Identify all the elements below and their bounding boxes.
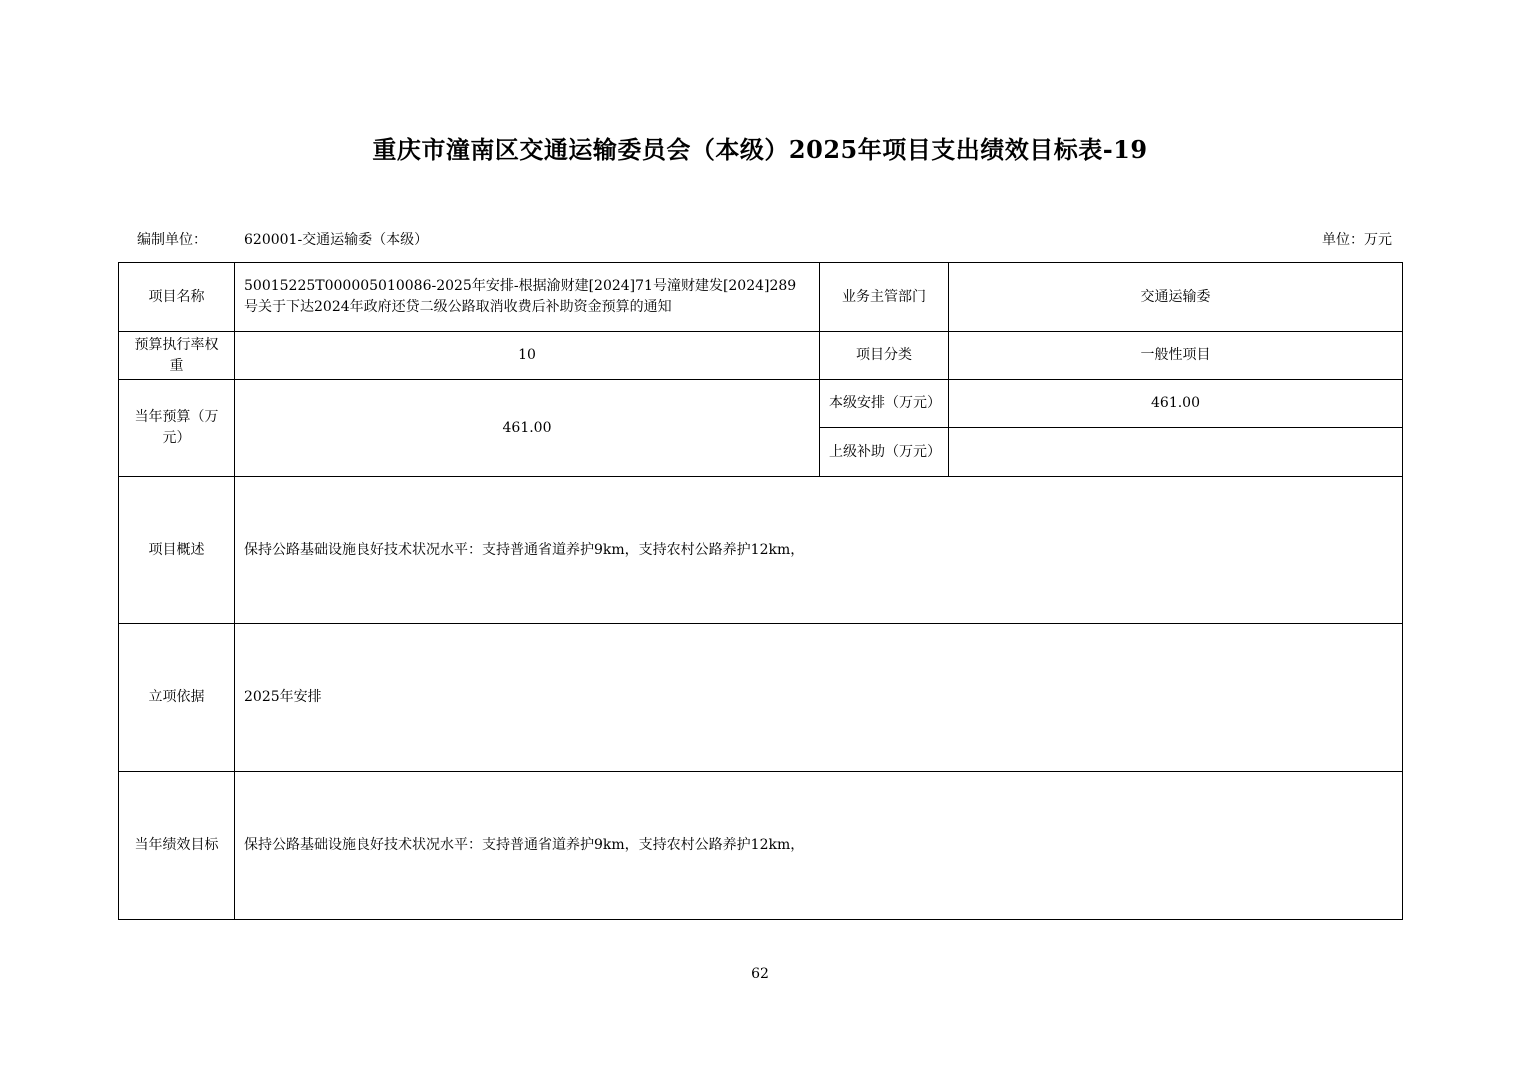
category-value: 一般性项目 [949, 332, 1403, 380]
table-row [119, 263, 1403, 332]
table-row [119, 772, 1403, 920]
local-arrangement-label: 本级安排（万元） [820, 380, 949, 428]
local-arrangement-value: 461.00 [949, 380, 1403, 428]
project-name-value: 50015225T000005010086-2025年安排-根据渝财建[2024]71号潼财建发[2024]289号关于下达2024年政府还贷二级公路取消收费后补助资金预算的通知 [235, 263, 820, 332]
table-row [119, 332, 1403, 380]
compiling-unit [137, 229, 429, 249]
annual-budget-label: 当年预算（万元） [119, 380, 235, 477]
basis-value: 2025年安排 [235, 624, 1403, 772]
compiling-unit-value: 620001-交通运输委（本级） [244, 232, 429, 248]
currency-unit: 单位：万元 [1322, 232, 1392, 248]
budget-rate-label: 预算执行率权重 [119, 332, 235, 380]
goal-label: 当年绩效目标 [119, 772, 235, 920]
table-row [119, 477, 1403, 624]
superior-subsidy-label: 上级补助（万元） [820, 428, 949, 477]
dept-value: 交通运输委 [949, 263, 1403, 332]
superior-subsidy-value [949, 428, 1403, 477]
overview-value: 保持公路基础设施良好技术状况水平：支持普通省道养护9km，支持农村公路养护12km， [235, 477, 1403, 624]
compiling-unit-label: 编制单位： [137, 232, 207, 248]
basis-label: 立项依据 [119, 624, 235, 772]
project-name-label: 项目名称 [119, 263, 235, 332]
page-number: 62 [751, 966, 769, 982]
overview-label: 项目概述 [119, 477, 235, 624]
performance-target-table [118, 262, 1403, 920]
table-row [119, 380, 1403, 428]
goal-value: 保持公路基础设施良好技术状况水平：支持普通省道养护9km，支持农村公路养护12km， [235, 772, 1403, 920]
annual-budget-value: 461.00 [235, 380, 820, 477]
page-title: 重庆市潼南区交通运输委员会（本级）2025年项目支出绩效目标表-19 [372, 135, 1148, 164]
dept-label: 业务主管部门 [820, 263, 949, 332]
category-label: 项目分类 [820, 332, 949, 380]
table-row [119, 624, 1403, 772]
budget-rate-value: 10 [235, 332, 820, 380]
